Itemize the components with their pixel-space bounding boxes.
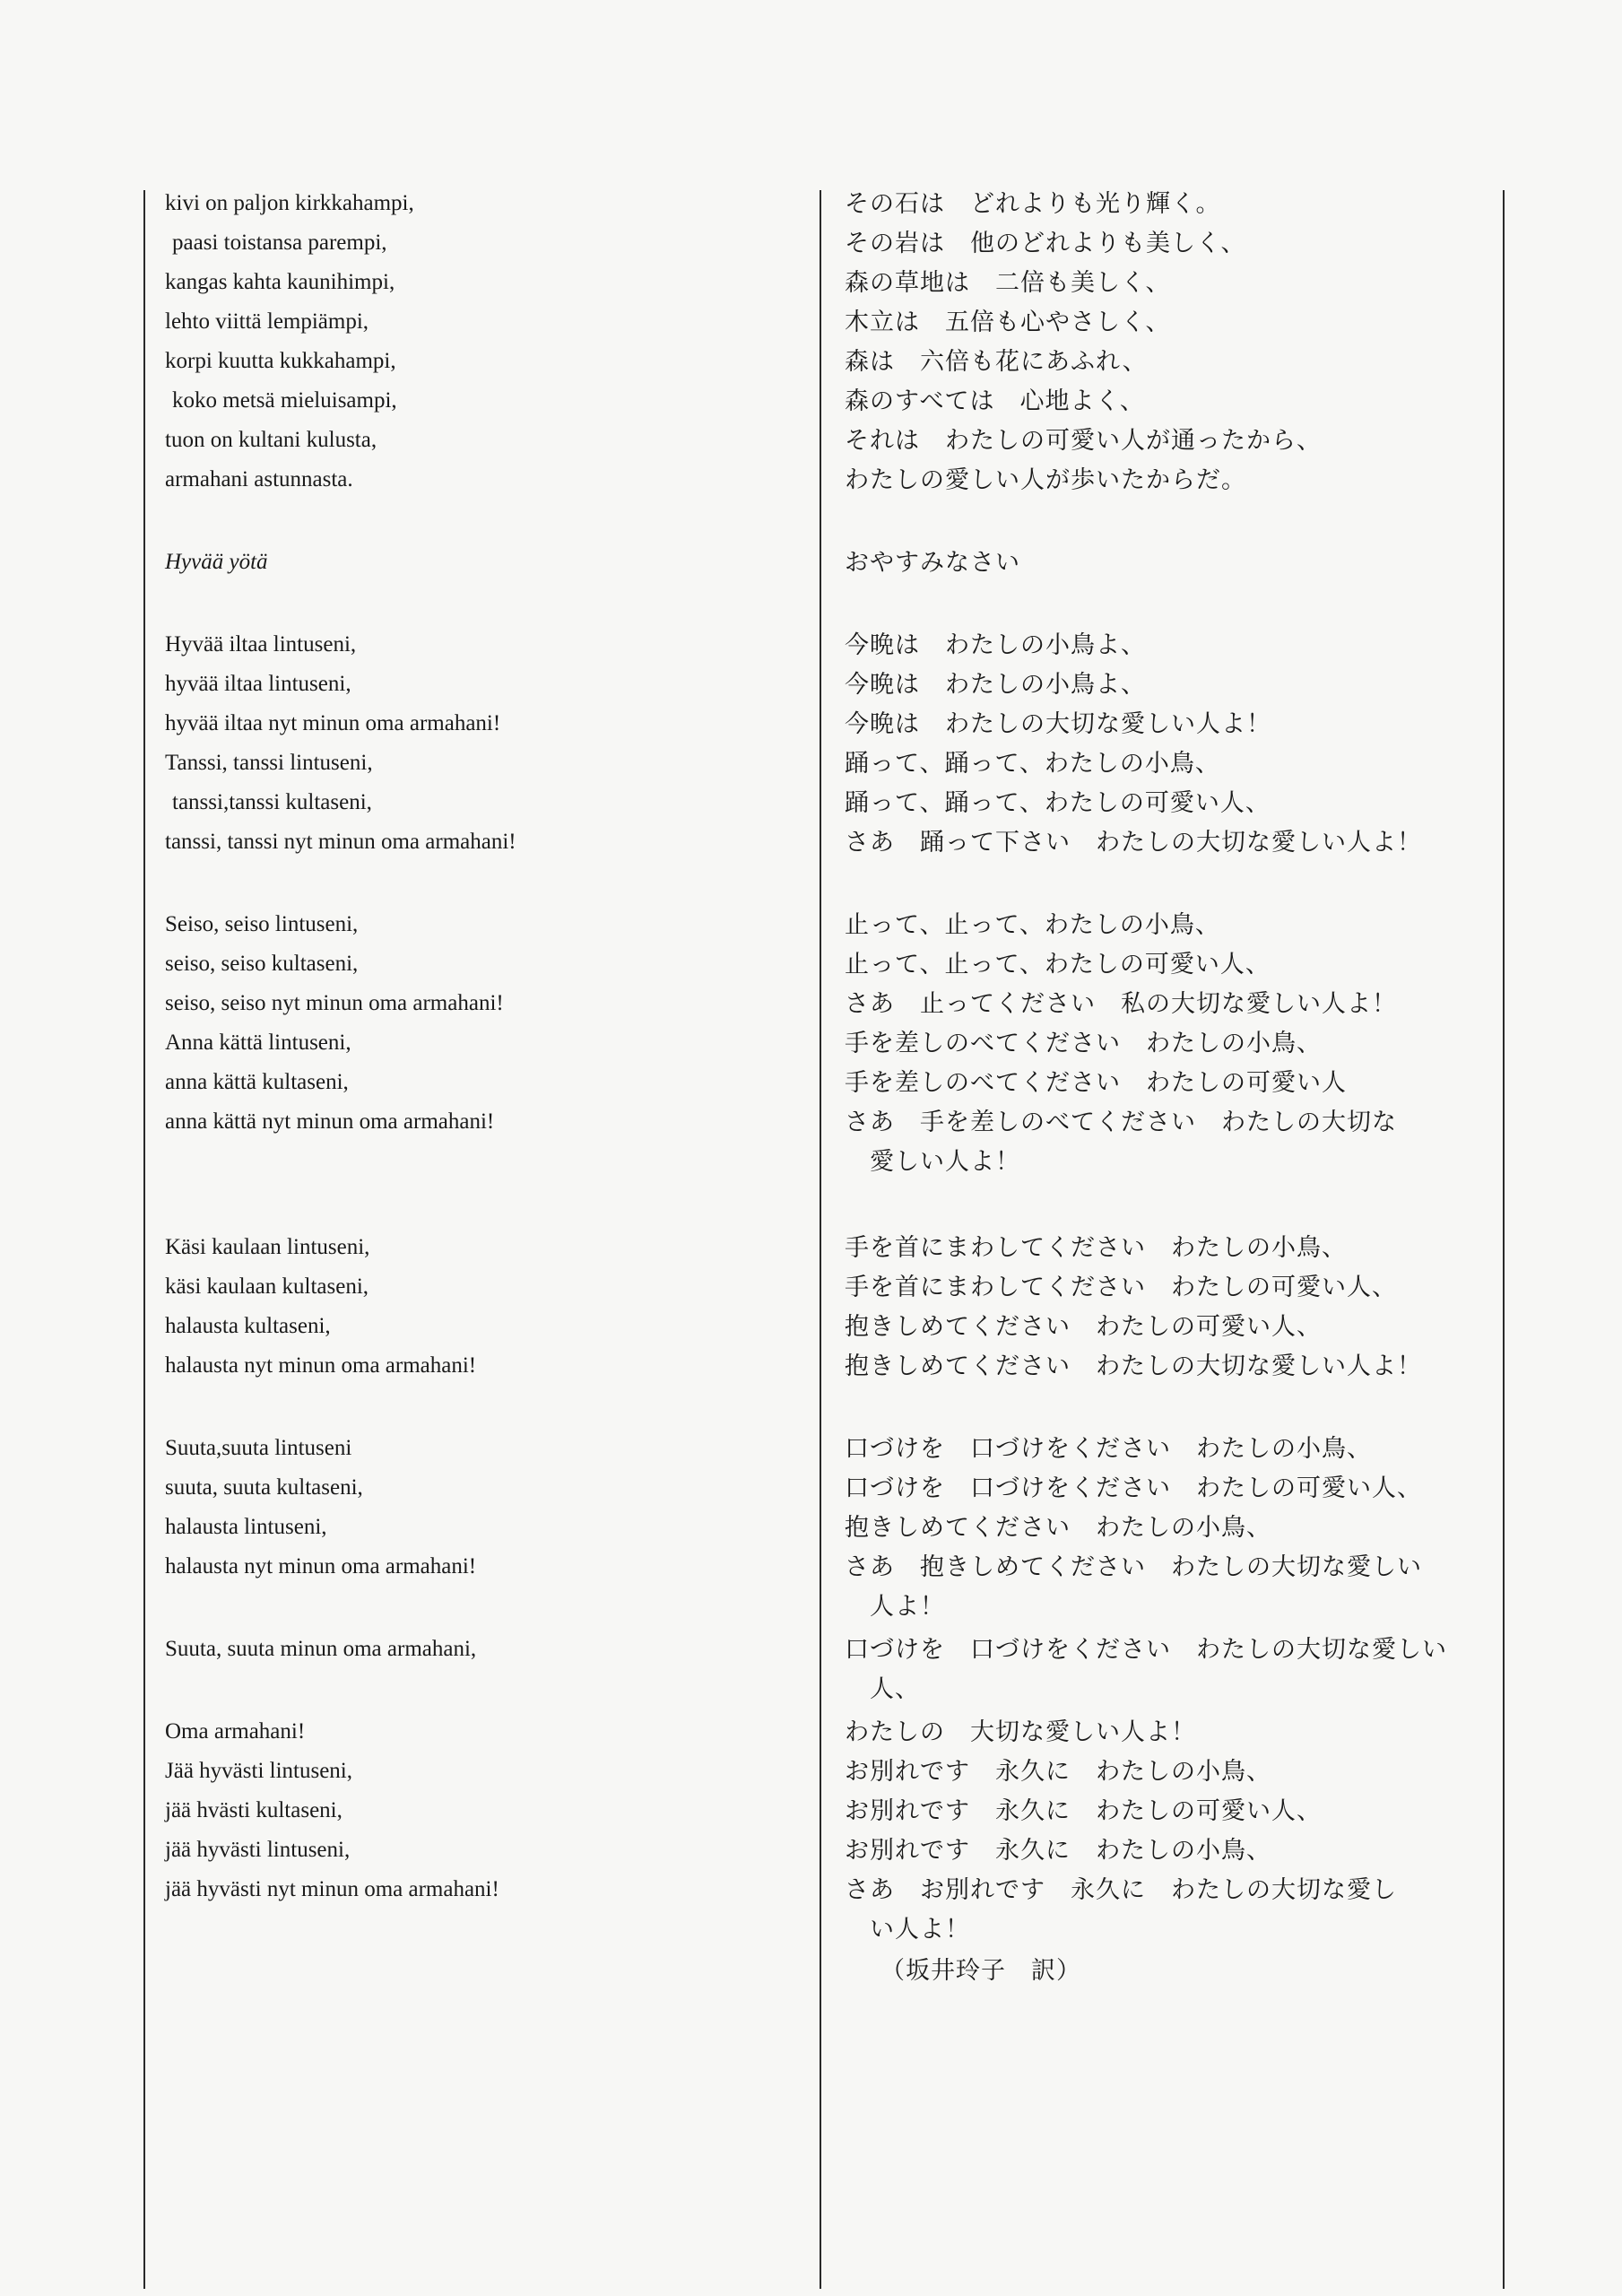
finnish-line: jää hvästi kultaseni, [165,1798,343,1822]
japanese-line: わたしの愛しい人が歩いたからだ。 [845,466,1246,494]
japanese-line: 踊って、踊って、わたしの可愛い人、 [845,789,1271,817]
japanese-line: わたしの 大切な愛しい人よ！ [845,1718,1196,1746]
finnish-line: seiso, seiso nyt minun oma armahani! [165,991,504,1015]
japanese-line: 手を差しのべてください わたしの小鳥、 [845,1030,1322,1057]
japanese-line: 口づけを 口づけをください わたしの小鳥、 [845,1435,1372,1463]
japanese-line: 木立は 五倍も心やさしく、 [845,309,1171,336]
japanese-line: その岩は 他のどれよりも美しく、 [845,230,1246,257]
japanese-line: 踊って、踊って、わたしの小鳥、 [845,750,1220,778]
finnish-line: tuon on kultani kulusta, [165,428,377,452]
japanese-line: 止って、止って、わたしの小鳥、 [845,911,1220,939]
finnish-line: halausta lintuseni, [165,1515,327,1539]
japanese-line: お別れです 永久に わたしの可愛い人、 [845,1797,1322,1825]
japanese-line: その石は どれよりも光り輝く。 [845,190,1221,218]
japanese-line: 口づけを 口づけをください わたしの大切な愛しい [845,1636,1447,1664]
finnish-line: Käsi kaulaan lintuseni, [165,1235,370,1259]
finnish-line: halausta nyt minun oma armahani! [165,1353,477,1378]
japanese-line: 止って、止って、わたしの可愛い人、 [845,951,1271,978]
japanese-line: 森のすべては 心地よく、 [845,387,1145,415]
japanese-line: 抱きしめてください わたしの可愛い人、 [845,1313,1322,1341]
finnish-line: korpi kuutta kukkahampi, [165,349,396,373]
japanese-line: お別れです 永久に わたしの小鳥、 [845,1758,1271,1786]
finnish-line: jää hyvästi nyt minun oma armahani! [165,1877,499,1901]
finnish-line: Tanssi, tanssi lintuseni, [165,751,373,775]
japanese-line: 抱きしめてください わたしの大切な愛しい人よ！ [845,1352,1422,1380]
japanese-line: 人、 [870,1675,920,1703]
finnish-line: armahani astunnasta. [165,467,353,491]
finnish-line: Hyvää iltaa lintuseni, [165,632,357,657]
japanese-line: 抱きしめてください わたしの小鳥、 [845,1514,1271,1542]
japanese-line: さあ 抱きしめてください わたしの大切な愛しい [845,1553,1422,1581]
translator-credit: （坂井玲子 訳） [880,1957,1081,1985]
japanese-line: さあ 手を差しのべてください わたしの大切な [845,1109,1397,1136]
japanese-line: 今晩は わたしの小鳥よ、 [845,631,1146,659]
center-column-rule [820,190,821,2289]
finnish-line: halausta nyt minun oma armahani! [165,1554,477,1578]
japanese-line: 口づけを 口づけをください わたしの可愛い人、 [845,1474,1422,1502]
japanese-line: それは わたしの可愛い人が通ったから、 [845,427,1322,455]
finnish-line: koko metsä mieluisampi, [172,388,397,413]
japanese-line: い人よ！ [870,1916,970,1944]
finnish-line: käsi kaulaan kultaseni, [165,1274,369,1299]
japanese-line: 手を首にまわしてください わたしの小鳥、 [845,1234,1347,1262]
japanese-line: 手を差しのべてください わたしの可愛い人 [845,1069,1347,1097]
finnish-line: anna kättä nyt minun oma armahani! [165,1109,495,1134]
finnish-line: kivi on paljon kirkkahampi, [165,191,414,215]
finnish-line: paasi toistansa parempi, [172,230,387,255]
finnish-line: tanssi, tanssi nyt minun oma armahani! [165,830,516,854]
japanese-line: 愛しい人よ！ [870,1148,1020,1176]
finnish-line: jää hyvästi lintuseni, [165,1838,351,1862]
finnish-line: lehto viittä lempiämpi, [165,309,369,334]
japanese-line: お別れです 永久に わたしの小鳥、 [845,1837,1271,1865]
finnish-line: halausta kultaseni, [165,1314,331,1338]
finnish-line: Oma armahani! [165,1719,306,1744]
finnish-poem-title: Hyvää yötä [165,550,268,574]
japanese-line: 人よ！ [870,1593,945,1621]
finnish-line: Suuta, suuta minun oma armahani, [165,1637,477,1661]
finnish-line: Jää hyvästi lintuseni, [165,1759,352,1783]
japanese-line: さあ お別れです 永久に わたしの大切な愛し [845,1876,1397,1904]
right-column-rule [1503,190,1505,2289]
finnish-line: Suuta,suuta lintuseni [165,1436,352,1460]
left-column-rule [143,190,145,2289]
finnish-line: seiso, seiso kultaseni, [165,952,359,976]
japanese-poem-title: おやすみなさい [845,549,1020,577]
japanese-line: 手を首にまわしてください わたしの可愛い人、 [845,1274,1397,1301]
japanese-line: 森の草地は 二倍も美しく、 [845,269,1171,297]
japanese-line: さあ 踊って下さい わたしの大切な愛しい人よ！ [845,829,1422,857]
finnish-line: Seiso, seiso lintuseni, [165,912,359,936]
finnish-line: Anna kättä lintuseni, [165,1031,351,1055]
japanese-line: 今晩は わたしの小鳥よ、 [845,671,1146,699]
finnish-line: anna kättä kultaseni, [165,1070,349,1094]
finnish-line: tanssi,tanssi kultaseni, [172,790,372,814]
japanese-line: さあ 止ってください 私の大切な愛しい人よ！ [845,990,1397,1018]
finnish-line: hyvää iltaa lintuseni, [165,672,351,696]
finnish-line: suuta, suuta kultaseni, [165,1475,363,1500]
finnish-line: kangas kahta kaunihimpi, [165,270,395,294]
finnish-line: hyvää iltaa nyt minun oma armahani! [165,711,501,735]
japanese-line: 今晩は わたしの大切な愛しい人よ！ [845,710,1271,738]
japanese-line: 森は 六倍も花にあふれ、 [845,348,1148,376]
